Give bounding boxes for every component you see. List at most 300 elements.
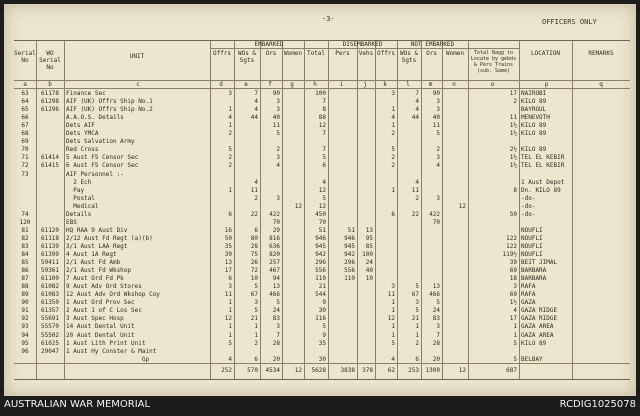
cell-o: 2½	[509, 146, 517, 154]
group-disembarked: DISEMBARKED	[342, 41, 383, 48]
cell-w: 61178	[40, 90, 60, 97]
table-row	[14, 275, 630, 283]
cell-i: 110	[344, 275, 355, 283]
cell-w: 61139	[40, 242, 60, 250]
cell-f: 467	[269, 267, 280, 275]
cell-l: 2	[415, 339, 419, 347]
cell-f: 816	[269, 234, 280, 242]
cell-d: 3	[228, 283, 232, 291]
cell-s: 91	[21, 307, 29, 315]
cell-s: 85	[21, 259, 29, 267]
cell-f: 3	[276, 194, 280, 202]
cell-k: 3	[391, 283, 395, 291]
column-letter: o	[490, 81, 495, 88]
cell-p: NOUFLI	[521, 234, 543, 242]
cell-e: 67	[250, 291, 258, 299]
cell-k: 4	[391, 114, 395, 122]
cell-d: 39	[224, 251, 232, 258]
cell-d: 6	[228, 275, 232, 283]
cell-e: 6	[254, 355, 258, 363]
cell-m: 3	[436, 194, 440, 202]
cell-u: Dets AIF	[66, 122, 95, 130]
cell-o: 2	[513, 98, 517, 106]
cell-m: 466	[429, 291, 440, 299]
cell-o: 17	[509, 90, 517, 97]
table-row	[14, 122, 630, 130]
cell-k: 5	[391, 339, 395, 347]
cell-s: 94	[21, 331, 29, 339]
header-ors-2: Ors	[426, 50, 437, 57]
cell-d: 1	[228, 299, 232, 307]
cell-s: 72	[21, 162, 29, 170]
cell-u: 2/12 Aust Fd Regt (a)(b)	[66, 234, 153, 242]
cell-j: 13	[365, 226, 373, 234]
cell-h: 945	[315, 242, 326, 250]
cell-m: 83	[432, 315, 440, 323]
cell-p: -do-	[521, 202, 536, 210]
cell-e: 3	[254, 299, 258, 307]
cell-p: -do-	[521, 194, 536, 202]
cell-o: 1½	[509, 162, 517, 170]
header-ors: Ors	[265, 50, 277, 57]
column-letter: f	[268, 81, 272, 88]
cell-p: KILO 89	[521, 98, 547, 106]
cell-w: 61296	[40, 106, 60, 114]
cell-f: 13	[272, 283, 280, 291]
page-number: -3-	[322, 15, 335, 23]
cell-p: KILO 89	[521, 339, 547, 347]
cell-f: 4	[276, 162, 280, 170]
cell-p: BARBARA	[521, 267, 547, 275]
cell-s: 64	[21, 98, 29, 106]
total-k: 62	[387, 367, 395, 374]
cell-u: 3/1 Aust LAA Regt	[66, 242, 128, 250]
cell-u: 6 Aust FS Censor Sec	[66, 162, 139, 170]
cell-o: 5	[513, 355, 517, 363]
cell-l: 4	[415, 178, 419, 186]
cell-h: 70	[318, 218, 326, 226]
cell-h: 21	[318, 283, 326, 291]
total-i: 3838	[340, 367, 355, 374]
total-l: 253	[408, 367, 419, 374]
cell-h: 544	[315, 291, 326, 299]
column-letter: m	[428, 81, 433, 88]
group-embarked: EMBARKED	[254, 41, 284, 48]
cell-j: 40	[365, 267, 373, 275]
record-id: RCDIG1025078	[559, 399, 636, 410]
cell-k: 1	[391, 323, 395, 331]
table-row	[14, 227, 630, 235]
cell-p: KILO 89	[521, 122, 547, 130]
cell-m: 20	[432, 355, 440, 363]
cell-s: 88	[21, 283, 29, 291]
cell-l: 2	[415, 194, 419, 202]
cell-e: 80	[250, 234, 258, 242]
column-letter: c	[136, 81, 140, 88]
cell-u: 1 Aust Lith Print Unit	[66, 339, 146, 347]
column-letter-row	[14, 81, 630, 89]
cell-j: 10	[365, 275, 373, 283]
cell-p: NOUFLI	[521, 251, 543, 258]
cell-p: BELBAY	[521, 355, 543, 363]
table-row	[14, 171, 630, 179]
cell-o: 1½	[509, 130, 517, 138]
cell-j: 95	[365, 234, 373, 242]
column-letter: k	[383, 81, 387, 88]
cell-d: 2	[228, 162, 232, 170]
cell-p: NAIROBI	[521, 90, 547, 97]
cell-e: 4	[254, 106, 258, 114]
cell-p: Dn. KILO 89	[521, 186, 561, 194]
cell-e: 72	[250, 267, 258, 275]
cell-f: 7	[276, 331, 280, 339]
cell-p: GAZA RIDGE	[521, 315, 558, 323]
table-row	[14, 348, 630, 356]
cell-j: 100	[362, 251, 373, 258]
cell-d: 1	[228, 122, 232, 130]
cell-l: 22	[411, 210, 419, 218]
cell-o: 122	[506, 242, 517, 250]
cell-f: 257	[269, 259, 280, 267]
cell-o: 50	[509, 210, 517, 218]
header-baggage: Total Bagg to Locate by gebds & Pers Trains (sub. Same)	[470, 50, 517, 74]
cell-u: 2 Ech	[66, 178, 92, 186]
cell-e: 4	[254, 178, 258, 186]
cell-s: 89	[21, 291, 29, 299]
cell-k: 1	[391, 331, 395, 339]
cell-u: Pay	[66, 186, 85, 194]
cell-u: HQ RAA 9 Aust Div	[66, 226, 128, 234]
cell-f: 466	[269, 291, 280, 299]
cell-d: 35	[224, 242, 232, 250]
cell-k: 2	[391, 162, 395, 170]
cell-h: 100	[315, 90, 326, 97]
cell-s: 86	[21, 267, 29, 275]
cell-h: 9	[322, 331, 326, 339]
cell-f: 3	[276, 323, 280, 331]
cell-h: 556	[315, 267, 326, 275]
cell-s: 66	[21, 114, 29, 122]
group-not-embarked: NOT EMBARKED	[410, 41, 455, 48]
cell-s: 95	[21, 339, 29, 347]
cell-s: 93	[21, 323, 29, 331]
column-letter: a	[23, 81, 27, 88]
cell-p: -do-	[521, 210, 536, 218]
cell-w: 61414	[40, 154, 60, 162]
cell-e: 22	[250, 210, 258, 218]
cell-p: GAZA	[521, 299, 536, 307]
cell-m: 3	[436, 106, 440, 114]
cell-d: 5	[228, 146, 232, 154]
table-row	[14, 267, 630, 275]
cell-m: 11	[432, 122, 440, 130]
cell-d: 1	[228, 186, 232, 194]
cell-h: 8	[322, 106, 326, 114]
cell-s: 81	[21, 226, 29, 234]
table-row	[14, 203, 630, 211]
cell-h: 4	[322, 178, 326, 186]
cell-f: 422	[269, 210, 280, 218]
cell-s: 65	[21, 106, 29, 114]
table-row	[14, 259, 630, 267]
cell-h: 51	[318, 226, 326, 234]
cell-m: 422	[429, 210, 440, 218]
header-offrs: Offrs	[212, 50, 232, 57]
cell-u: 14 Aust Dental Unit	[66, 323, 135, 331]
cell-d: 3	[228, 90, 232, 97]
cell-u: 2/1 Aust Fd Wkshop	[66, 267, 132, 275]
table-row	[14, 283, 630, 291]
cell-l: 4	[415, 98, 419, 106]
cell-p: BARBARA	[521, 275, 547, 283]
cell-h: 296	[315, 259, 326, 267]
cell-f: 28	[272, 339, 280, 347]
cell-s: 73	[21, 170, 29, 178]
cell-d: 13	[224, 259, 232, 267]
cell-h: 30	[318, 307, 326, 315]
cell-u: A.A.O.S. Details	[66, 114, 124, 122]
header-pers: Pers	[335, 50, 350, 57]
cell-d: 4	[228, 114, 232, 122]
cell-k: 4	[391, 355, 395, 363]
cell-u: Details	[66, 210, 92, 218]
table-row	[14, 340, 630, 348]
cell-k: 6	[391, 210, 395, 218]
cell-s: 74	[21, 210, 29, 218]
cell-u: Gp	[66, 355, 150, 363]
cell-m: 3	[436, 323, 440, 331]
cell-m: 13	[432, 283, 440, 291]
cell-h: 6	[322, 162, 326, 170]
cell-h: 116	[315, 315, 326, 323]
cell-p: NOUFLI	[521, 226, 543, 234]
column-letter: b	[48, 81, 52, 88]
table-row	[14, 323, 630, 331]
cell-i: 51	[347, 226, 355, 234]
cell-e: 2	[254, 194, 258, 202]
cell-e: 2	[254, 339, 258, 347]
classification-label: OFFICERS ONLY	[542, 18, 597, 26]
cell-u: 2 Aust 1 of C Los Sec	[66, 307, 142, 315]
cell-h: 5	[322, 323, 326, 331]
cell-s: 84	[21, 251, 29, 258]
cell-j: 24	[365, 259, 373, 267]
cell-u: Postal	[66, 194, 95, 202]
cell-p: TEL EL KEBIR	[521, 162, 565, 170]
cell-u: 1 Aust Hy Conster & Maint	[66, 347, 157, 355]
cell-u: Red Cross	[66, 146, 99, 154]
column-letter: j	[363, 81, 367, 88]
cell-h: 7	[322, 130, 326, 138]
cell-h: 450	[315, 210, 326, 218]
cell-u: 4 Aust 1A Regt	[66, 251, 117, 258]
cell-w: 55691	[40, 315, 60, 323]
cell-d: 11	[224, 291, 232, 299]
total-h: 5628	[311, 367, 326, 374]
cell-m: 70	[432, 218, 440, 226]
table-row	[14, 98, 630, 106]
cell-s: 120	[19, 218, 31, 226]
cell-n: 12	[458, 202, 466, 210]
cell-p: 1 Aust Depot	[521, 178, 565, 186]
cell-w: 59411	[40, 259, 60, 267]
cell-w: 55502	[40, 331, 60, 339]
table-row	[14, 187, 630, 195]
total-g: 12	[294, 367, 302, 374]
cell-l: 7	[415, 90, 419, 97]
cell-l: 4	[415, 106, 419, 114]
cell-p: MENEVOTH	[521, 114, 550, 122]
cell-l: 5	[415, 307, 419, 315]
cell-e: 10	[250, 275, 258, 283]
cell-e: 6	[254, 226, 258, 234]
cell-w: 29047	[40, 347, 60, 355]
cell-d: 4	[228, 355, 232, 363]
cell-e: 5	[254, 283, 258, 291]
cell-u: AIF (UK) Offrs Ship No.1	[66, 98, 153, 106]
cell-f: 90	[272, 90, 280, 97]
cell-w: 61415	[40, 162, 60, 170]
total-o: 687	[506, 367, 517, 374]
header-location: LOCATION	[531, 50, 560, 57]
cell-u: 1 Aust Ord Prov Sec	[66, 299, 135, 307]
cell-i: 556	[344, 267, 355, 275]
cell-l: 44	[411, 114, 419, 122]
cell-h: 12	[318, 202, 326, 210]
cell-e: 26	[250, 259, 258, 267]
table-row	[14, 195, 630, 203]
cell-s: 90	[21, 299, 29, 307]
cell-m: 4	[436, 162, 440, 170]
cell-h: 5	[322, 194, 326, 202]
cell-k: 1	[391, 106, 395, 114]
table-row	[14, 138, 630, 146]
total-n: 12	[458, 367, 466, 374]
table-row	[14, 211, 630, 219]
cell-p: RAFA	[521, 283, 536, 291]
cell-u: 7 Aust Ord Fd Pk	[66, 275, 124, 283]
column-letter: g	[290, 81, 294, 88]
column-letter: e	[244, 81, 248, 88]
archive-name: AUSTRALIAN WAR MEMORIAL	[4, 399, 151, 410]
cell-d: 50	[224, 234, 232, 242]
cell-u: Medical	[66, 202, 99, 210]
cell-e: 21	[250, 315, 258, 323]
cell-h: 5	[322, 154, 326, 162]
cell-f: 5	[276, 299, 280, 307]
cell-h: 35	[318, 339, 326, 347]
column-letter: p	[544, 81, 549, 88]
cell-l: 1	[415, 323, 419, 331]
cell-m: 5	[436, 299, 440, 307]
table-row	[14, 332, 630, 340]
cell-p: KILO 89	[521, 130, 547, 138]
cell-m: 3	[436, 154, 440, 162]
cell-i: 296	[344, 259, 355, 267]
table-row	[14, 219, 630, 227]
cell-e: 7	[254, 90, 258, 97]
cell-u: AIF Personnel :-	[66, 170, 124, 178]
cell-l: 11	[411, 186, 419, 194]
cell-w: 61399	[40, 251, 60, 258]
total-m: 1309	[425, 367, 440, 374]
cell-o: 8	[513, 186, 517, 194]
cell-k: 12	[387, 315, 395, 323]
cell-d: 12	[224, 315, 232, 323]
cell-m: 40	[432, 114, 440, 122]
cell-p: TEL EL KEBIR	[521, 154, 565, 162]
cell-e: 28	[250, 242, 258, 250]
table-row	[14, 114, 630, 122]
cell-h: 7	[322, 146, 326, 154]
table-row	[14, 291, 630, 299]
cell-w: 61350	[40, 299, 60, 307]
cell-w: 61082	[40, 283, 60, 291]
cell-u: 3 Aust Spec Hosp	[66, 315, 124, 323]
embarkation-table	[14, 40, 630, 380]
cell-o: 69	[509, 291, 517, 299]
table-row	[14, 235, 630, 243]
cell-o: 3	[513, 283, 517, 291]
cell-m: 2	[436, 146, 440, 154]
cell-e: 44	[250, 114, 258, 122]
cell-l: 5	[415, 283, 419, 291]
cell-f: 70	[272, 218, 280, 226]
cell-p: RAFA	[521, 291, 536, 299]
cell-h: 88	[318, 114, 326, 122]
cell-s: 82	[21, 234, 29, 242]
total-d: 252	[221, 367, 232, 374]
cell-l: 3	[415, 299, 419, 307]
column-letter: q	[599, 81, 603, 88]
cell-p: BEIT JIMAL	[521, 259, 558, 267]
table-row	[14, 315, 630, 323]
table-row	[14, 307, 630, 315]
cell-k: 1	[391, 122, 395, 130]
cell-d: 17	[224, 267, 232, 275]
header-unit: UNIT	[129, 53, 145, 60]
cell-k: 2	[391, 130, 395, 138]
cell-o: 17	[509, 315, 517, 323]
table-row	[14, 146, 630, 154]
cell-m: 28	[432, 339, 440, 347]
cell-w: 61083	[40, 291, 60, 299]
cell-o: 1	[513, 323, 517, 331]
header-offrs-2: Offrs	[376, 50, 396, 57]
table-row	[14, 130, 630, 138]
cell-e: 75	[250, 251, 258, 258]
cell-w: 61357	[40, 307, 60, 315]
cell-h: 12	[318, 186, 326, 194]
table-row	[14, 162, 630, 170]
cell-w: 61025	[40, 339, 60, 347]
cell-e: 5	[254, 307, 258, 315]
cell-f: 3	[276, 98, 280, 106]
cell-s: 92	[21, 315, 29, 323]
cell-f: 94	[272, 275, 280, 283]
cell-d: 1	[228, 307, 232, 315]
cell-h: 30	[318, 355, 326, 363]
header-women-2: Women	[445, 50, 465, 57]
cell-o: 11	[509, 114, 517, 122]
cell-d: 5	[228, 339, 232, 347]
cell-p: GAZA RIDGE	[521, 307, 558, 315]
cell-d: 16	[224, 226, 232, 234]
cell-e: 11	[250, 186, 258, 194]
cell-d: 1	[228, 323, 232, 331]
cell-s: 63	[21, 90, 29, 97]
cell-l: 6	[415, 355, 419, 363]
